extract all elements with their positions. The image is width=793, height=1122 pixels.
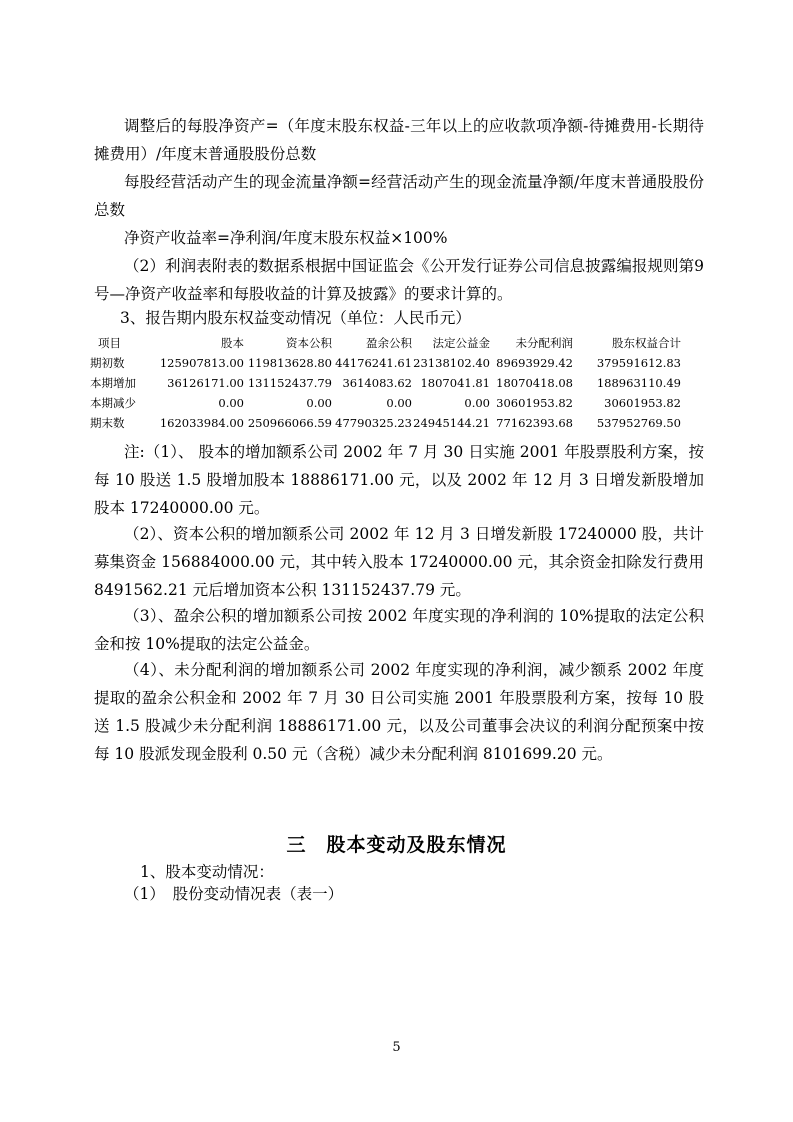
row-label: 期末数 — [90, 416, 125, 430]
table-cell: 188963110.49 — [596, 376, 681, 390]
table-cell: 77162393.68 — [496, 416, 573, 430]
table-row — [90, 353, 681, 373]
table-cell: 23138102.40 — [413, 356, 490, 370]
table-row — [90, 413, 681, 433]
table-cell: 119813628.80 — [247, 356, 332, 370]
column-header: 盈余公积 — [366, 336, 412, 350]
row-label: 期初数 — [90, 356, 125, 370]
column-header: 法定公益金 — [432, 336, 490, 350]
page-number: 5 — [392, 1040, 401, 1055]
subsection-heading: 1、股本变动情况： — [140, 863, 274, 881]
note-capital-reserve: （2）、资本公积的增加额系公司 2002 年 12 月 3 日增发新股 17240000 股，共计募集资金 156884000.00 元，其中转入股本 17240000.00 元，其余资金扣除发行费用 8491562.21 元后增加资本公积 131152437.79 元。 — [94, 525, 704, 599]
table-cell: 3614083.62 — [342, 376, 412, 390]
table-cell: 0.00 — [306, 396, 332, 410]
table-row — [90, 373, 681, 393]
column-header: 项目 — [98, 336, 121, 350]
equity-change-heading: 3、报告期内股东权益变动情况（单位：人民币元） — [120, 309, 471, 327]
table-cell: 0.00 — [386, 396, 412, 410]
table-cell: 537952769.50 — [596, 416, 681, 430]
table-header-row — [90, 333, 681, 353]
table-cell: 47790325.23 — [335, 416, 412, 430]
formula-adjusted-nav: 调整后的每股净资产=（年度末股东权益-三年以上的应收款项净额-待摊费用-长期待摊费用）/年度末普通股股份总数 — [94, 117, 704, 163]
table-row — [90, 393, 681, 413]
column-header: 未分配利润 — [515, 336, 573, 350]
table-cell: 125907813.00 — [159, 356, 244, 370]
table-cell: 1807041.81 — [420, 376, 490, 390]
note-2-profit-table: （2）利润表附表的数据系根据中国证监会《公开发行证券公司信息披露编报规则第9号—净资产收益率和每股收益的计算及披露》的要求计算的。 — [94, 257, 704, 303]
row-label: 本期减少 — [90, 396, 136, 410]
table-cell: 44176241.61 — [335, 356, 412, 370]
table-cell: 36126171.00 — [167, 376, 244, 390]
table-cell: 30601953.82 — [496, 396, 573, 410]
table-cell: 0.00 — [218, 396, 244, 410]
table-cell: 379591612.83 — [596, 356, 681, 370]
table-cell: 18070418.08 — [496, 376, 573, 390]
table-caption: （1） 股份变动情况表（表一） — [124, 885, 344, 903]
table-cell: 24945144.21 — [413, 416, 490, 430]
column-header: 股东权益合计 — [612, 336, 681, 350]
column-header: 股本 — [221, 336, 244, 350]
equity-change-table — [90, 333, 681, 433]
note-retained-earnings: （4）、未分配利润的增加额系公司 2002 年度实现的净利润，减少额系 2002 年度提取的盈余公积金和 2002 年 7 月 30 日公司实施 2001 年股票股利方案，按每 10 股送 1.5 股减少未分配利润 18886171.00 元，以及公司董事会决议的利润分配预案中按每 10 股派发现金股利 0.50 元（含税）减少未分配利润 8101699.20 元。 — [94, 661, 704, 763]
formula-roe: 净资产收益率=净利润/年度末股东权益×100% — [124, 229, 448, 247]
formula-operating-cashflow: 每股经营活动产生的现金流量净额=经营活动产生的现金流量净额/年度末普通股股份总数 — [94, 173, 704, 219]
table-cell: 131152437.79 — [247, 376, 332, 390]
table-cell: 162033984.00 — [159, 416, 244, 430]
note-surplus-reserve: （3）、盈余公积的增加额系公司按 2002 年度实现的净利润的 10%提取的法定公积金和按 10%提取的法定公益金。 — [94, 607, 704, 653]
note-share-capital: 注:（1）、 股本的增加额系公司 2002 年 7 月 30 日实施 2001 年股票股利方案，按每 10 股送 1.5 股增加股本 18886171.00 元，以及 2002 年 12 月 3 日增发新股增加股本 17240000.00 元。 — [94, 443, 704, 517]
table-cell: 250966066.59 — [247, 416, 332, 430]
table-cell: 0.00 — [464, 396, 490, 410]
table-cell: 30601953.82 — [604, 396, 681, 410]
row-label: 本期增加 — [90, 376, 136, 390]
table-cell: 89693929.42 — [496, 356, 573, 370]
column-header: 资本公积 — [286, 336, 332, 350]
section-title: 三 股本变动及股东情况 — [286, 834, 507, 856]
